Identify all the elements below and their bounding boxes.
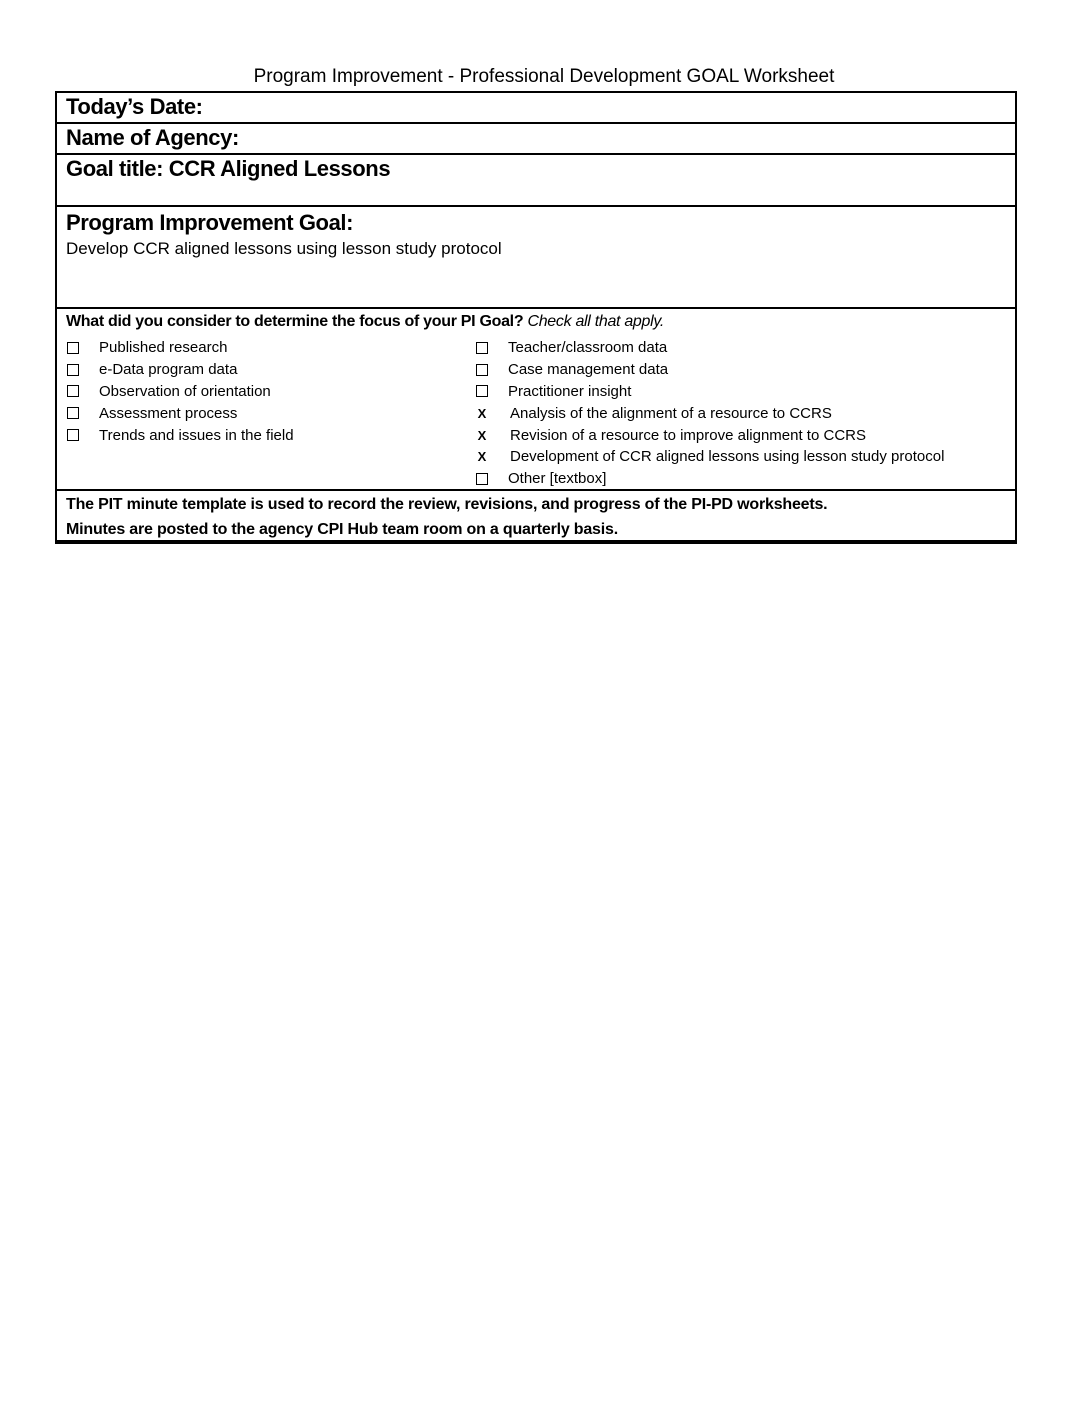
option-trends-and-issues xyxy=(67,424,294,446)
consider-instruction: Check all that apply. xyxy=(527,313,665,330)
footer-line-1: The PIT minute template is used to record the review, revisions, and progress of the PI-PD worksheets. xyxy=(66,496,828,513)
checkbox[interactable] xyxy=(476,473,488,485)
option-label: e-Data program data xyxy=(99,361,238,379)
checkbox[interactable] xyxy=(67,364,79,376)
option-label: Observation of orientation xyxy=(99,382,271,400)
option-practitioner-insight xyxy=(476,381,944,403)
option-revision-of-resource xyxy=(476,424,944,446)
checkbox[interactable] xyxy=(67,407,79,419)
option-label: Trends and issues in the field xyxy=(99,426,294,444)
agency-row xyxy=(57,124,1015,155)
pi-goal-label: Program Improvement Goal: xyxy=(66,210,354,235)
worksheet-table xyxy=(55,91,1017,544)
option-label: Revision of a resource to improve alignment to CCRS xyxy=(510,426,866,444)
option-assessment-process xyxy=(67,402,294,424)
option-label: Practitioner insight xyxy=(508,382,632,400)
option-label: Teacher/classroom data xyxy=(508,339,668,357)
consider-question-text: What did you consider to determine the focus of your PI Goal? xyxy=(66,313,524,330)
option-edata-program-data xyxy=(67,359,294,381)
checkbox[interactable] xyxy=(476,364,488,376)
option-label: Development of CCR aligned lessons using lesson study protocol xyxy=(510,448,945,466)
option-teacher-classroom-data xyxy=(476,337,944,359)
goal-title-row xyxy=(57,155,1015,207)
check-mark[interactable]: X xyxy=(477,427,487,443)
check-mark[interactable]: X xyxy=(477,405,487,421)
option-label: Assessment process xyxy=(99,404,238,422)
checkbox[interactable] xyxy=(67,342,79,354)
option-published-research xyxy=(67,337,294,359)
option-label: Case management data xyxy=(508,361,669,379)
document-title: Program Improvement - Professional Development GOAL Worksheet xyxy=(253,66,835,87)
date-row xyxy=(57,93,1015,124)
date-label: Today’s Date: xyxy=(66,94,203,119)
option-label: Other [textbox] xyxy=(508,470,607,488)
option-label: Analysis of the alignment of a resource to CCRS xyxy=(510,404,832,422)
pi-goal-text: Develop CCR aligned lessons using lesson study protocol xyxy=(66,239,502,258)
checkbox[interactable] xyxy=(476,385,488,397)
goal-title-label: Goal title: CCR Aligned Lessons xyxy=(66,156,391,181)
consider-question xyxy=(66,310,1015,334)
option-other xyxy=(476,468,944,490)
pi-goal-row xyxy=(57,207,1015,309)
options-right-list xyxy=(476,337,944,490)
option-case-management-data xyxy=(476,359,944,381)
checkbox[interactable] xyxy=(67,385,79,397)
option-label: Published research xyxy=(99,339,228,357)
option-observation-of-orientation xyxy=(67,381,294,403)
agency-label: Name of Agency: xyxy=(66,125,239,150)
footer-row xyxy=(57,491,1015,542)
checkbox[interactable] xyxy=(67,429,79,441)
options-left-list xyxy=(67,337,294,446)
option-analysis-of-alignment xyxy=(476,402,944,424)
footer-line-2: Minutes are posted to the agency CPI Hub team room on a quarterly basis. xyxy=(66,521,618,538)
checkbox[interactable] xyxy=(476,342,488,354)
option-development-of-lessons xyxy=(476,446,944,468)
check-mark[interactable]: X xyxy=(477,449,487,465)
